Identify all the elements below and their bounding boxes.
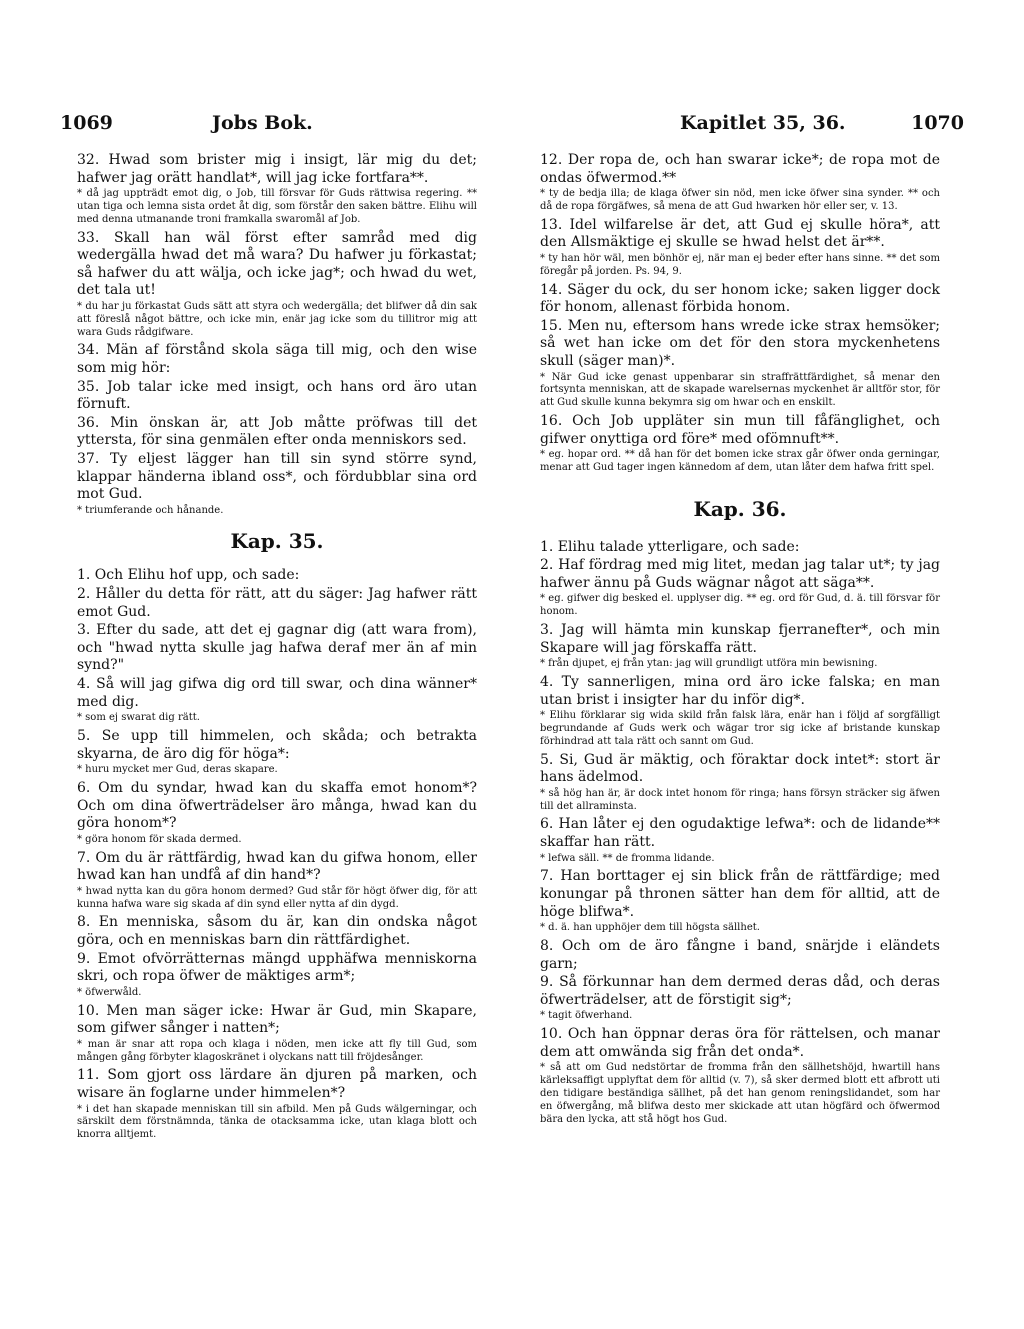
footnote: * så att om Gud nedstörtar de fromma från den sällhetshöjd, hwartill hans kärleksaffigt upplyftat dem för alltid (v. 7), så sker dermed blott ett afbrott uti den tidigare beständiga sällhet, på det han genom reningslidandet, som har en öfwergång, må blifwa desto mer skickade att utan högfärd och öfwermod bära den lycka, att stå högt hos Gud. (540, 1062, 940, 1125)
verse: 35. Job talar icke med insigt, och hans ord äro utan förnuft. (77, 378, 477, 413)
footnote: * göra honom för skada dermed. (77, 833, 242, 845)
right-page-number: 1070 (911, 112, 964, 134)
verse: 33. Skall han wäl först efter samråd med dig wedergälla hwad det må wara? Du hafwer ju förkastat; så hafwer du att wälja, och icke jag*; och hwad du wet, det tala ut! (77, 229, 477, 299)
verse: 9. Emot ofvörrätternas mängd upphäfwa menniskorna skri, och ropa öfwer de mäktiges arm*; (77, 950, 477, 985)
footnote: * ty de bedja illa; de klaga öfwer sin nöd, men icke öfwer sina synder. ** och då de ropa förgäfwes, så mena de att Gud hwarken hör eller ser, v. 13. (540, 188, 940, 212)
verse: 4. Så will jag gifwa dig ord till swar, och dina wänner* med dig. (77, 676, 477, 710)
verse: 11. Som gjort oss lärdare än djuren på marken, och wisare än foglarne under himmelen*? (77, 1067, 477, 1101)
left-page-number: 1069 (60, 112, 113, 134)
left-running-title: Jobs Bok. (212, 112, 313, 134)
footnote: * huru mycket mer Gud, deras skapare. (77, 764, 278, 776)
verse: 1. Och Elihu hof upp, och sade: (77, 567, 300, 584)
footnote: * från djupet, ej från ytan: jag will grundligt utföra min bewisning. (540, 658, 878, 670)
verse: 8. Och om de äro fångne i band, snärjde i eländets garn; (540, 937, 940, 972)
page-header (60, 112, 964, 142)
verse: 16. Och Job uppläter sin mun till fåfänglighet, och gifwer onyttiga ord före* med ofömnuft**. (540, 412, 940, 447)
footnote: * eg. hopar ord. ** då han för det bomen icke strax går öfwer onda gerningar, menar att Gud tager ingen kännedom af dem, utan låter dem hafwa fritt spel. (540, 449, 940, 473)
footnote: * lefwa säll. ** de fromma lidande. (540, 852, 715, 864)
verse: 15. Men nu, eftersom hans wrede icke strax hemsöker; så wet han icke om det för den stora myckenhetens skull (säger man)*. (540, 317, 940, 369)
verse: 4. Ty sannerligen, mina ord äro icke falska; en man utan brist i insigter har du inför dig*. (540, 674, 940, 708)
footnote: * triumferande och hånande. (77, 504, 224, 516)
verse: 34. Män af förstånd skola säga till mig, och den wise som mig hör: (77, 342, 477, 376)
verse: 10. Och han öppnar deras öra för rättelsen, och manar dem att omwända sig från det onda*. (540, 1026, 940, 1060)
footnote: * då jag uppträdt emot dig, o Job, till försvar för Guds rättwisa regering. ** utan tiga och lemna sista ordet åt dig, som förstår den saken bättre. Elihu will med denna utmanande troni framkalla swaromål af Job. (77, 188, 477, 225)
footnote: * tagit öfwerhand. (540, 1010, 633, 1022)
verse: 37. Ty eljest lägger han till sin synd större synd, klappar händerna ibland oss*, och fördubblar sina ord mot Gud. (77, 450, 477, 503)
left-column (77, 152, 477, 1145)
footnote: * eg. gifwer dig besked el. upplyser dig. ** eg. ord för Gud, d. ä. till försvar för honom. (540, 593, 940, 618)
footnote: * så hög han är, är dock intet honom för ringa; hans försyn sträcker sig äfwen till det allraminsta. (540, 787, 940, 812)
footnote: * d. ä. han upphöjer dem till högsta sällhet. (540, 922, 760, 934)
verse: 2. Haf fördrag med mig litet, medan jag talar ut*; ty jag hafwer ännu på Guds wägnar något att säga**. (540, 557, 940, 591)
footnote: * När Gud icke genast uppenbarar sin straffrättfärdighet, så menar den fortsynta menniskan, att de skapade warelsernas myckenhet är alltför stor, för att Gud skulle kunna bekymra sig om hwar och en enskilt. (540, 371, 940, 409)
verse: 1. Elihu talade ytterligare, och sade: (540, 538, 800, 555)
chapter-heading: Kap. 36. (693, 496, 787, 521)
verse: 9. Så förkunnar han dem dermed deras dåd, och deras öfwerträdelser, att de förstigit sig*; (540, 974, 940, 1008)
chapter-heading: Kap. 35. (230, 529, 324, 554)
verse: 10. Men man säger icke: Hwar är Gud, min Skapare, som gifwer sånger i natten*; (77, 1002, 477, 1037)
verse: 7. Han borttager ej sin blick från de rättfärdige; med konungar på thronen sätter han dem för alltid, att de höge blifwa*. (540, 868, 940, 920)
verse: 13. Idel wilfarelse är det, att Gud ej skulle höra*, att den Allsmäktige ej skulle se hwad helst det är**. (540, 216, 940, 251)
verse: 5. Se upp till himmelen, och skåda; och betrakta skyarna, de äro dig för höga*: (77, 728, 477, 762)
right-running-title: Kapitlet 35, 36. (680, 112, 846, 134)
verse: 2. Håller du detta för rätt, att du säger: Jag hafwer rätt emot Gud. (77, 586, 477, 620)
verse: 6. Han låter ej den ogudaktige lefwa*: och de lidande** skaffar han rätt. (540, 816, 940, 851)
right-column (540, 152, 940, 1129)
verse: 7. Om du är rättfärdig, hwad kan du gifwa honom, eller hwad kan han undfå af din hand*? (77, 849, 477, 884)
verse: 14. Säger du ock, du ser honom icke; saken ligger dock för honom, allenast förbida honom. (540, 281, 940, 316)
footnote: * ty han hör wäl, men bönhör ej, när man ej beder efter hans sinne. ** det som föregår på jorden. Ps. 94, 9. (540, 252, 940, 277)
verse: 5. Si, Gud är mäktig, och föraktar dock intet*: stort är hans ädelmod. (540, 751, 940, 786)
verse: 3. Efter du sade, att det ej gagnar dig (att wara from), och "hwad nytta skulle jag hafwa deraf mer än af min synd?" (77, 622, 477, 674)
footnote: * du har ju förkastat Guds sätt att styra och wedergälla; det blifwer då din sak att föreslå något bättre, och icke min, enär jag icke som du tillitror mig att wara Guds rådgifware. (77, 300, 477, 338)
verse: 8. En menniska, såsom du är, kan din ondska något göra, och en menniskas barn din rättfärdighet. (77, 914, 477, 948)
footnote: * som ej swarat dig rätt. (77, 712, 200, 724)
verse: 32. Hwad som brister mig i insigt, lär mig du det; hafwer jag orätt handlat*, will jag icke fortfara**. (77, 152, 477, 186)
footnote: * Elihu förklarar sig wida skild från falsk lära, enär han i följd af sorgfälligt begrundande af Guds werk och wägar tror sig icke af bristande kunskap förhindrad att tala rätt och sannt om Gud. (540, 710, 940, 747)
footnote: * i det han skapade menniskan till sin afbild. Men på Guds wälgerningar, och särskilt dem förstnämnda, tänka de otacksamma icke, utan klaga blott och knorra alltjemt. (77, 1103, 477, 1141)
footnote: * man är snar att ropa och klaga i nöden, men icke att fly till Gud, som mången gång förbyter klagoskränet i olyckans natt till fröjdesånger. (77, 1038, 477, 1063)
verse: 12. Der ropa de, och han swarar icke*; de ropa mot de ondas öfwermod.** (540, 152, 940, 186)
verse: 6. Om du syndar, hwad kan du skaffa emot honom*? Och om dina öfwerträdelser äro många, hwad kan du göra honom*? (77, 780, 477, 832)
footnote: * hwad nytta kan du göra honom dermed? Gud står för högt öfwer dig, för att kunna hafwa ware sig skada af din synd eller nytta af din dygd. (77, 885, 477, 910)
verse: 3. Jag will hämta min kunskap fjerranefter*, och min Skapare will jag förskaffa rätt. (540, 622, 940, 656)
footnote: * öfwerwåld. (77, 986, 142, 998)
verse: 36. Min önskan är, att Job måtte pröfwas till det yttersta, för sina genmälen efter onda menniskors sed. (77, 414, 477, 449)
